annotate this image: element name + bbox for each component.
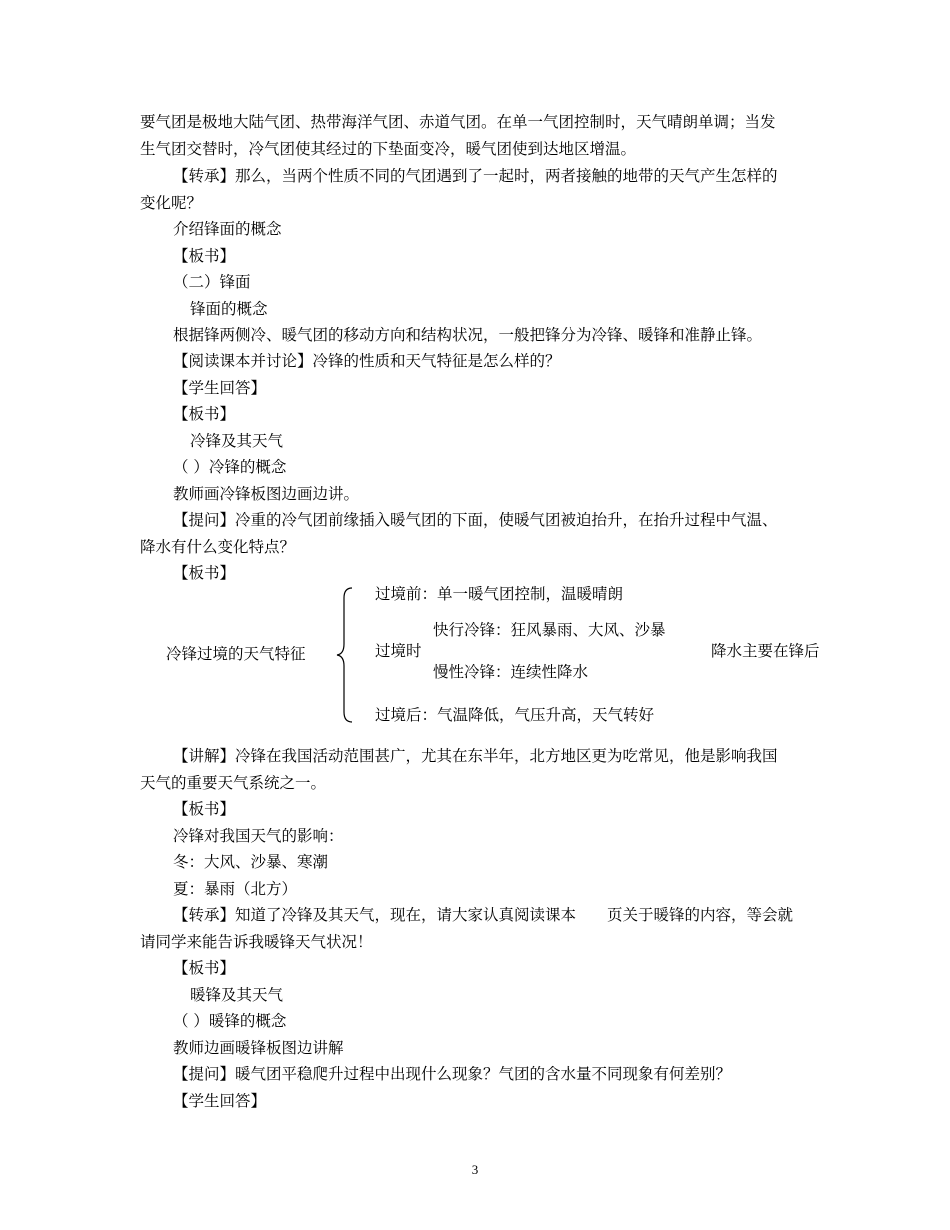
paragraph-line: 【阅读课本并讨论】冷锋的性质和天气特征是怎么样的？ (173, 352, 561, 370)
paragraph-line: 降水有什么变化特点？ (140, 538, 296, 556)
diagram-slow-front: 慢性冷锋：连续性降水 (433, 663, 589, 681)
paragraph-line: 冷锋及其天气 (190, 432, 284, 450)
paragraph-line: 根据锋两侧冷、暖气团的移动方向和结构状况，一般把锋分为冷锋、暖锋和准静止锋。 (173, 326, 763, 344)
paragraph-line: 【板书】 (173, 800, 236, 818)
paragraph-line: 介绍锋面的概念 (173, 220, 282, 238)
paragraph-line: 【板书】 (173, 405, 236, 423)
paragraph-line: （ ）暖锋的概念 (173, 1012, 287, 1030)
paragraph-line: 变化呢？ (140, 194, 203, 212)
paragraph-line: 【板书】 (173, 247, 236, 265)
paragraph-line: 【学生回答】 (173, 1092, 267, 1110)
diagram-during: 过境时 (375, 642, 422, 660)
diagram-after: 过境后：气温降低，气压升高，天气转好 (375, 706, 655, 724)
paragraph-line: 【转承】知道了冷锋及其天气，现在，请大家认真阅读课本 页关于暖锋的内容，等会就 (173, 906, 794, 924)
curly-brace-icon (335, 586, 355, 724)
paragraph-line: 冬：大风、沙暴、寒潮 (173, 853, 329, 871)
paragraph-line: 【提问】暖气团平稳爬升过程中出现什么现象？气团的含水量不同现象有何差别？ (173, 1065, 732, 1083)
paragraph-line: 【板书】 (173, 564, 236, 582)
page-number: 3 (471, 1162, 479, 1177)
paragraph-line: 请同学来能告诉我暖锋天气状况！ (140, 933, 373, 951)
paragraph-line: 生气团交替时，冷气团使其经过的下垫面变冷，暖气团使到达地区增温。 (140, 140, 637, 158)
diagram-left-label: 冷锋过境的天气特征 (166, 645, 306, 663)
paragraph-line: 【提问】冷重的冷气团前缘插入暖气团的下面，使暖气团被迫抬升，在抬升过程中气温、 (173, 511, 778, 529)
paragraph-line: 【学生回答】 (173, 379, 267, 397)
paragraph-line: 天气的重要天气系统之一。 (140, 774, 327, 792)
paragraph-line: （ ）冷锋的概念 (173, 458, 287, 476)
paragraph-line: 【讲解】冷锋在我国活动范围甚广，尤其在东半年，北方地区更为吃常见，他是影响我国 (173, 747, 778, 765)
paragraph-line: 【板书】 (173, 959, 236, 977)
paragraph-line: 要气团是极地大陆气团、热带海洋气团、赤道气团。在单一气团控制时，天气晴朗单调；当发 (140, 113, 776, 131)
paragraph-line: 教师边画暖锋板图边讲解 (173, 1039, 344, 1057)
paragraph-line: 夏：暴雨（北方） (173, 880, 298, 898)
diagram-fast-front: 快行冷锋：狂风暴雨、大风、沙暴 (433, 621, 666, 639)
paragraph-line: 冷锋对我国天气的影响： (173, 827, 344, 845)
paragraph-line: 暖锋及其天气 (190, 986, 284, 1004)
diagram-right-note: 降水主要在锋后 (711, 642, 820, 660)
paragraph-line: 锋面的概念 (190, 300, 268, 318)
paragraph-line: 【转承】那么，当两个性质不同的气团遇到了一起时，两者接触的地带的天气产生怎样的 (173, 167, 778, 185)
paragraph-line: 教师画冷锋板图边画边讲。 (173, 485, 360, 503)
diagram-before: 过境前：单一暖气团控制，温暖晴朗 (375, 585, 624, 603)
paragraph-line: （二）锋面 (173, 273, 251, 291)
